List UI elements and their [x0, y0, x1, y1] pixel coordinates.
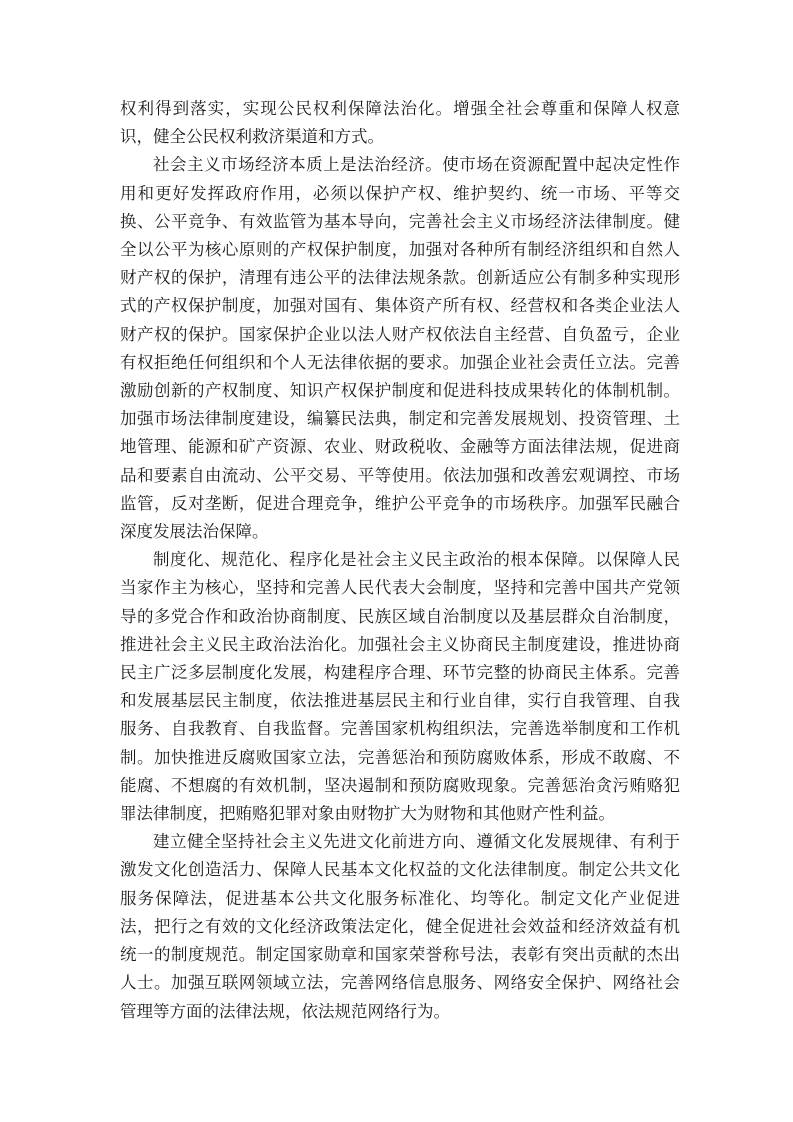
paragraph-democratic-politics: 制度化、规范化、程序化是社会主义民主政治的根本保障。以保障人民当家作主为核心，坚持和完善人民代表大会制度，坚持和完善中国共产党领导的多党合作和政治协商制度、民族区域自治制度以及基层群众自治制度，推进社会主义民主政治法治化。加强社会主义协商民主制度建设，推进协商民主广泛多层制度化发展，构建程序合理、环节完整的协商民主体系。完善和发展基层民主制度，依法推进基层民主和行业自律，实行自我管理、自我服务、自我教育、自我监督。完善国家机构组织法，完善选举制度和工作机制。加快推进反腐败国家立法，完善惩治和预防腐败体系，形成不敢腐、不能腐、不想腐的有效机制，坚决遏制和预防腐败现象。完善惩治贪污贿赂犯罪法律制度，把贿赂犯罪对象由财物扩大为财物和其他财产性利益。	[120, 550, 680, 824]
paragraph-continuation: 权利得到落实，实现公民权利保障法治化。增强全社会尊重和保障人权意识，健全公民权利救济渠道和方式。	[120, 99, 680, 147]
document-page	[120, 95, 680, 1026]
paragraph-culture-law: 建立健全坚持社会主义先进文化前进方向、遵循文化发展规律、有利于激发文化创造活力、保障人民基本文化权益的文化法律制度。制定公共文化服务保障法，促进基本公共文化服务标准化、均等化。制定文化产业促进法，把行之有效的文化经济政策法定化，健全促进社会效益和经济效益有机统一的制度规范。制定国家勋章和国家荣誉称号法，表彰有突出贡献的杰出人士。加强互联网领域立法，完善网络信息服务、网络安全保护、网络社会管理等方面的法律法规，依法规范网络行为。	[120, 832, 680, 1021]
paragraph-market-economy: 社会主义市场经济本质上是法治经济。使市场在资源配置中起决定性作用和更好发挥政府作用，必须以保护产权、维护契约、统一市场、平等交换、公平竞争、有效监管为基本导向，完善社会主义市场经济法律制度。健全以公平为核心原则的产权保护制度，加强对各种所有制经济组织和自然人财产权的保护，清理有违公平的法律法规条款。创新适应公有制多种实现形式的产权保护制度，加强对国有、集体资产所有权、经营权和各类企业法人财产权的保护。国家保护企业以法人财产权依法自主经营、自负盈亏，企业有权拒绝任何组织和个人无法律依据的要求。加强企业社会责任立法。完善激励创新的产权制度、知识产权保护制度和促进科技成果转化的体制机制。加强市场法律制度建设，编纂民法典，制定和完善发展规划、投资管理、土地管理、能源和矿产资源、农业、财政税收、金融等方面法律法规，促进商品和要素自由流动、公平交易、平等使用。依法加强和改善宏观调控、市场监管，反对垄断，促进合理竞争，维护公平竞争的市场秩序。加强军民融合深度发展法治保障。	[120, 155, 680, 542]
